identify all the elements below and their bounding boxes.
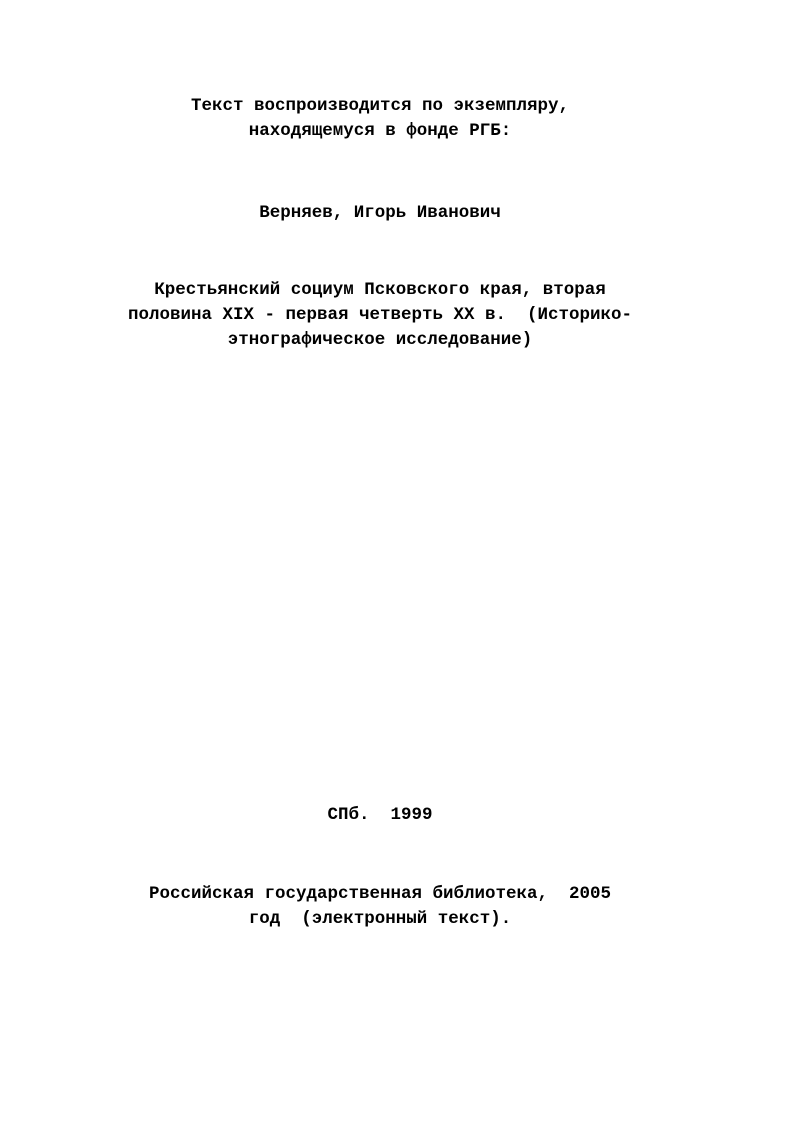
library-footer-line-2: год (электронный текст). [248, 909, 512, 929]
source-notice [0, 94, 760, 144]
library-footer [0, 882, 760, 932]
library-footer-line-1: Российская государственная библиотека, 2005 [148, 884, 612, 904]
work-title-line-3: этнографическое исследование) [227, 330, 533, 350]
source-notice-line-2: находящемуся в фонде РГБ: [248, 121, 512, 141]
source-notice-line-1: Текст воспроизводится по экземпляру, [190, 96, 570, 116]
publication-imprint-text: СПб. 1999 [327, 805, 433, 825]
publication-imprint [0, 803, 760, 828]
work-title [0, 278, 760, 353]
author-name-text: Верняев, Игорь Иванович [259, 203, 501, 223]
work-title-line-1: Крестьянский социум Псковского края, вторая [154, 280, 606, 300]
author-name [0, 201, 760, 226]
work-title-line-2: половина XIX - первая четверть XX в. (Историко- [127, 305, 633, 325]
